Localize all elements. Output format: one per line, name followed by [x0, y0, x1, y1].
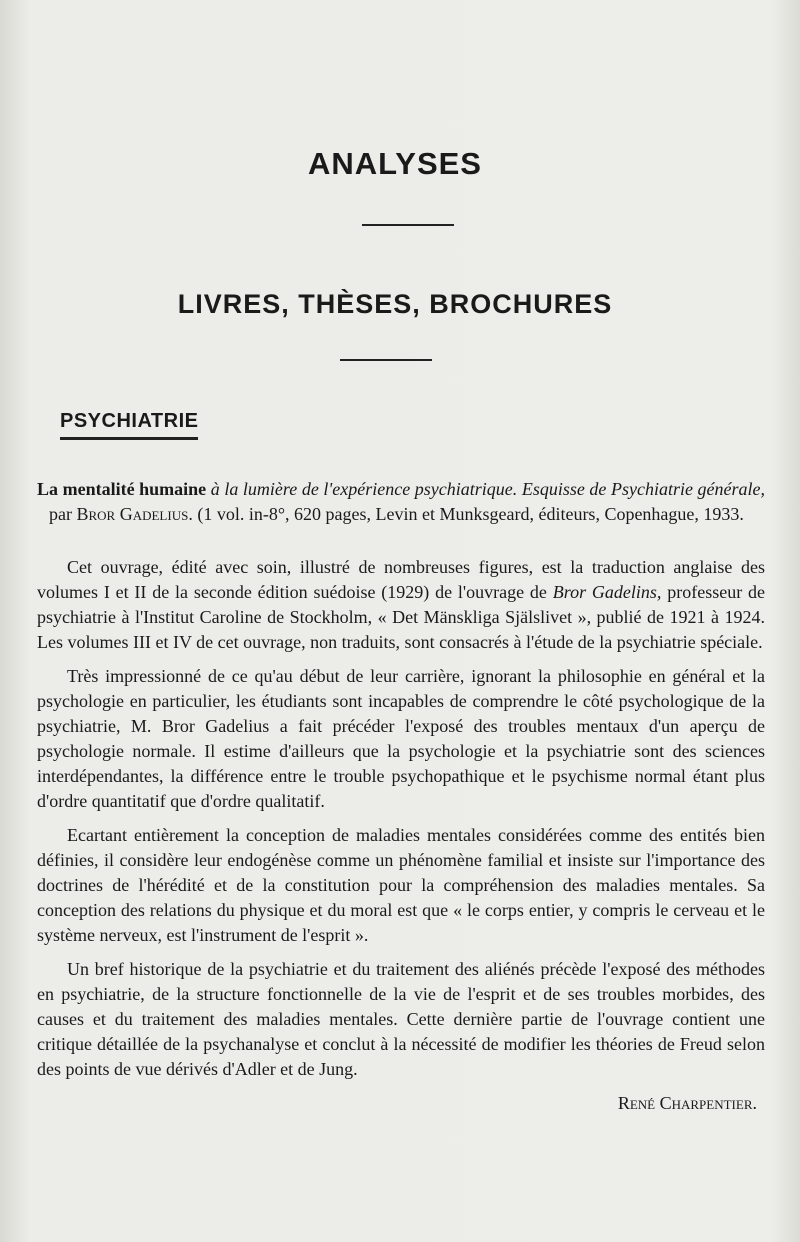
paragraph-2: Très impressionné de ce qu'au début de leur carrière, ignorant la philosophie en général et la psychologie en particulier, les étudiants sont incapables de comprendre le côté psychologique de la psychiatrie, M. Bror Gadelius a fait précéder l'exposé des troubles mentaux d'un aperçu de psychologie normale. Il estime d'ailleurs que la psychologie et la psychiatrie sont des sciences interdépendantes, la différence entre le trouble psychopathique et le psychisme normal étant plus d'ordre quantitatif que d'ordre qualitatif. — [37, 666, 765, 811]
reviewer-signature — [37, 1091, 765, 1116]
paragraph-1-part-b: professeur de psychiatrie à l'Institut Caroline de Stockholm, « Det Mänskliga Själslivet », publié de 1921 à 1924. Les volumes III et IV de cet ouvrage, non traduits, sont consacrés à l'étude de la psychiatrie spéciale. — [37, 582, 765, 652]
review-body — [37, 477, 765, 1116]
signature-text: René Charpentier. — [617, 1093, 757, 1113]
by-word: par — [49, 504, 72, 524]
paragraph-3: Ecartant entièrement la conception de maladies mentales considérées comme des entités bien définies, il considère leur endogénèse comme un phénomène familial et insiste sur l'importance des doctrines de l'hérédité et de la constitution pour la compréhension des maladies mentales. Sa conception des relations du physique et du moral est que « le corps entier, y compris le cerveau et le système nerveux, est l'instrument de l'esprit ». — [37, 825, 765, 945]
paragraph-4: Un bref historique de la psychiatrie et du traitement des aliénés précède l'exposé des méthodes en psychiatrie, de la structure fonctionnelle de la vie de l'esprit et de ses troubles morbides, des causes et du traitement des maladies mentales. Cette dernière partie de l'ouvrage contient une critique détaillée de la psychanalyse et conclut à la nécessité de modifier les théories de Freud selon des points de vue dérivés d'Adler et de Jung. — [37, 959, 765, 1079]
section-title: LIVRES, THÈSES, BROCHURES — [177, 289, 613, 319]
book-subtitle: à la lumière de l'expérience psychiatrique. Esquisse de Psychiatrie générale, — [210, 479, 766, 499]
paragraph-1 — [37, 555, 765, 655]
publication-details: (1 vol. in-8°, 620 pages, Levin et Munksgeard, éditeurs, Copenhague, 1933. — [197, 504, 744, 524]
paragraph-1-part-a: Cet ouvrage, édité avec soin, illustré de nombreuses figures, est la traduction anglaise des volumes I et II de la seconde édition suédoise (1929) de l'ouvrage de — [37, 557, 765, 602]
subtitle-divider — [340, 359, 432, 361]
paragraph-1-author-name: Bror Gadelins, — [552, 582, 662, 602]
category-heading: PSYCHIATRIE — [60, 410, 198, 440]
page-title: ANALYSES — [308, 146, 482, 181]
book-title: La mentalité humaine — [37, 479, 207, 499]
bibliographic-reference — [37, 477, 765, 527]
book-author: Bror Gadelius. — [76, 504, 193, 524]
title-divider — [362, 224, 454, 226]
